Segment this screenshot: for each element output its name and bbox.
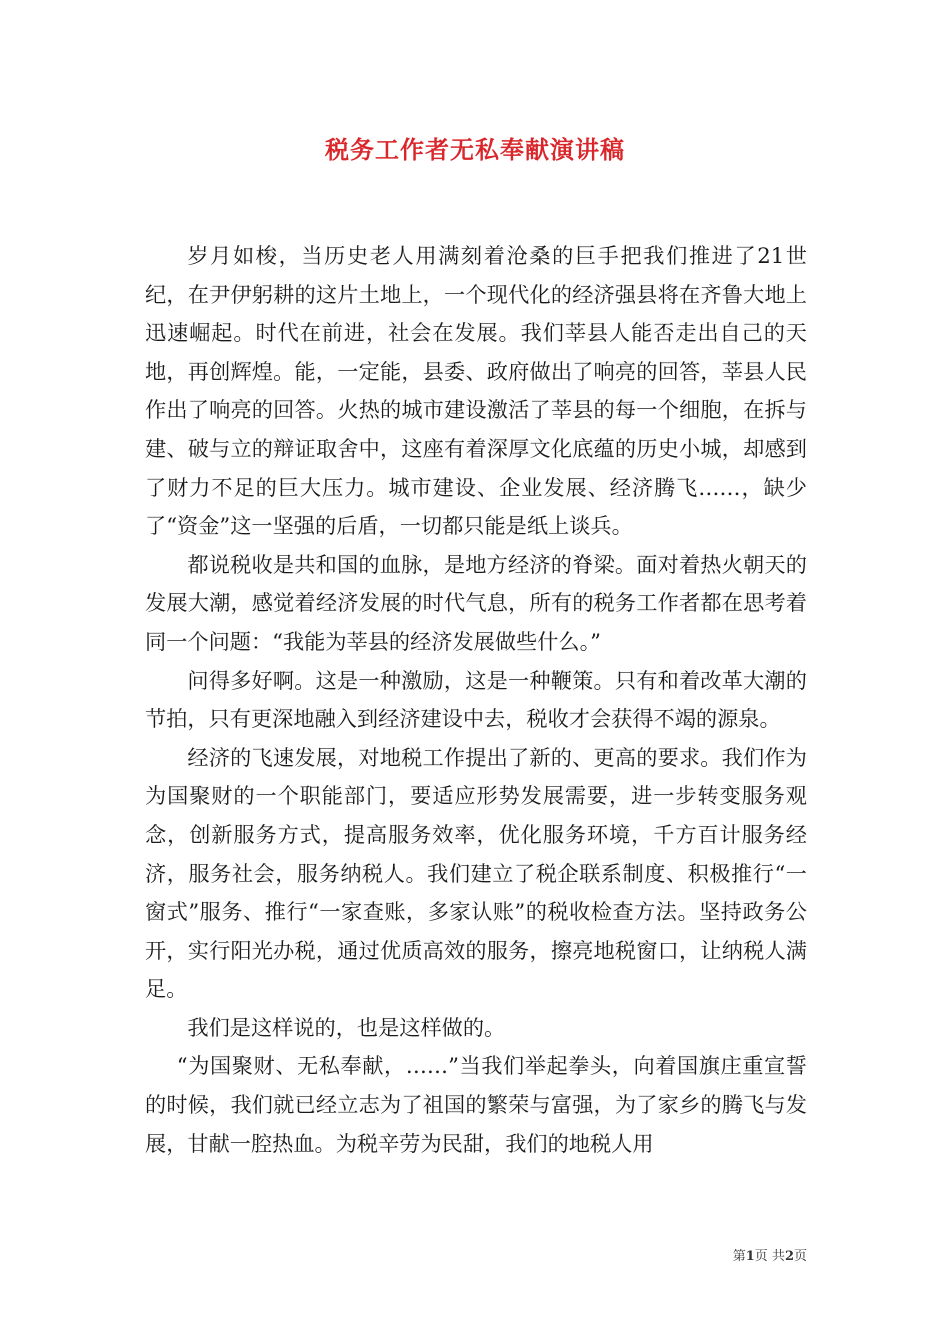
footer-suffix: 页 — [793, 1249, 807, 1264]
document-title: 税务工作者无私奉献演讲稿 — [325, 135, 625, 164]
page-number-footer — [733, 1248, 807, 1266]
paragraph: “为国聚财、无私奉献，……”当我们举起拳头，向着国旗庄重宣誓的时候，我们就已经立志为了祖国的繁荣与富强，为了家乡的腾飞与发展，甘献一腔热血。为税辛劳为民甜，我们的地税人用 — [145, 1053, 807, 1156]
footer-middle: 页 共 — [754, 1249, 785, 1264]
document-body — [145, 237, 807, 1163]
paragraph: 岁月如梭，当历史老人用满刻着沧桑的巨手把我们推进了21世纪，在尹伊躬耕的这片土地上，一个现代化的经济强县将在齐鲁大地上迅速崛起。时代在前进，社会在发展。我们莘县人能否走出自己的天地，再创辉煌。能，一定能，县委、政府做出了响亮的回答，莘县人民作出了响亮的回答。火热的城市建设激活了莘县的每一个细胞，在拆与建、破与立的辩证取舍中，这座有着深厚文化底蕴的历史小城，却感到了财力不足的巨大压力。城市建设、企业发展、经济腾飞……，缺少了“资金”这一坚强的后盾，一切都只能是纸上谈兵。 — [145, 243, 807, 539]
paragraph: 问得多好啊。这是一种激励，这是一种鞭策。只有和着改革大潮的节拍，只有更深地融入到经济建设中去，税收才会获得不竭的源泉。 — [145, 667, 807, 732]
footer-current-page: 1 — [745, 1249, 755, 1264]
paragraph: 都说税收是共和国的血脉，是地方经济的脊梁。面对着热火朝天的发展大潮，感觉着经济发展的时代气息，所有的税务工作者都在思考着同一个问题：“我能为莘县的经济发展做些什么。” — [145, 551, 807, 654]
footer-total-pages: 2 — [784, 1249, 794, 1264]
paragraph: 经济的飞速发展，对地税工作提出了新的、更高的要求。我们作为为国聚财的一个职能部门，要适应形势发展需要，进一步转变服务观念，创新服务方式，提高服务效率，优化服务环境，千方百计服务经济，服务社会，服务纳税人。我们建立了税企联系制度、积极推行“一窗式”服务、推行“一家查账，多家认账”的税收检查方法。坚持政务公开，实行阳光办税，通过优质高效的服务，擦亮地税窗口，让纳税人满足。 — [145, 744, 807, 1002]
footer-prefix: 第 — [732, 1249, 746, 1264]
paragraph: 我们是这样说的，也是这样做的。 — [187, 1014, 506, 1040]
